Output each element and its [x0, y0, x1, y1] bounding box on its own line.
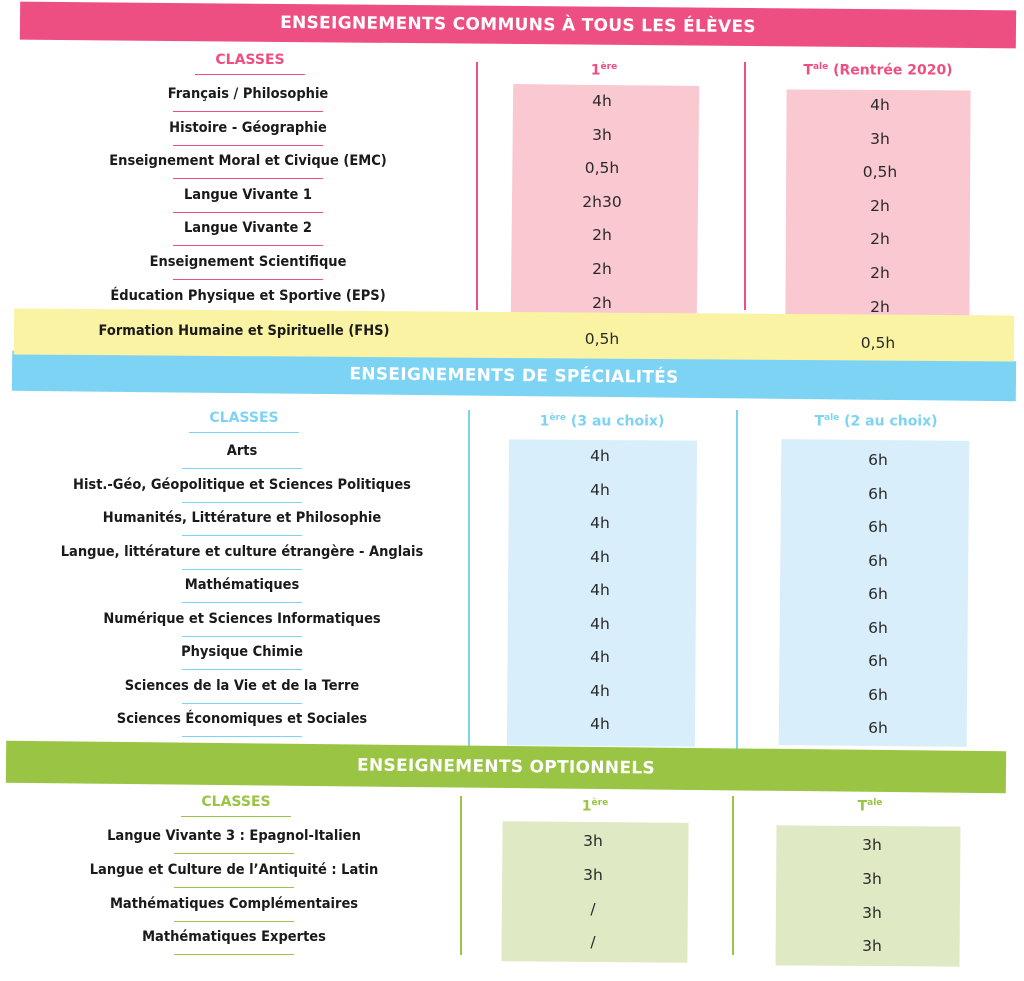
fhs-col2-value: 0,5h [860, 334, 896, 352]
communs-row-col2-value: 3h [870, 129, 890, 148]
specialites-row-col1-value: 4h [590, 614, 610, 633]
communs-row-col2-value: 4h [870, 96, 890, 114]
communs-row-col2-value: 2h [870, 264, 890, 282]
optionnels-col1-header-sup: ère [591, 798, 609, 808]
specialites-col2-header-suffix: (2 au choix) [839, 413, 938, 430]
specialites-row-label: Humanités, Littérature et Philosophie [102, 510, 382, 526]
optionnels-row-label: Mathématiques Complémentaires [109, 895, 359, 912]
optionnels-row-col2-value: 3h [862, 869, 882, 888]
communs-separator-2 [744, 62, 746, 310]
optionnels-separator-2 [732, 796, 734, 955]
fhs-col1-value: 0,5h [584, 330, 620, 348]
communs-classes-header: CLASSES [215, 52, 285, 68]
specialites-row-underline [182, 569, 302, 570]
specialites-row-col1-value: 4h [590, 681, 610, 700]
optionnels-row-col2-value: 3h [862, 903, 882, 922]
optionnels-col1-header [582, 798, 608, 815]
communs-banner: ENSEIGNEMENTS COMMUNS À TOUS LES ÉLÈVES [20, 2, 1016, 49]
specialites-row-underline [182, 669, 302, 670]
specialites-row-col2-value: 6h [868, 585, 888, 603]
communs-row-underline [173, 245, 323, 246]
specialites-row-label: Mathématiques [184, 577, 300, 593]
specialites-row-label: Sciences Économiques et Sociales [116, 711, 368, 727]
communs-separator-1 [476, 62, 478, 310]
specialites-row-col2-value: 6h [868, 518, 888, 536]
optionnels-row-underline [174, 954, 294, 955]
specialites-row-col1-value: 4h [590, 648, 610, 666]
communs-row-underline [173, 111, 323, 112]
optionnels-classes-underline [181, 816, 291, 817]
communs-row-underline [173, 212, 323, 213]
communs-col2-header [803, 62, 952, 79]
communs-row-col2-value: 2h [870, 297, 890, 316]
optionnels-row-col2-value: 3h [862, 836, 882, 854]
specialites-row-label: Langue, littérature et culture étrangère - Anglais [60, 543, 424, 560]
optionnels-row-label: Langue et Culture de l’Antiquité : Latin [89, 861, 379, 878]
communs-col1-header-main: 1 [590, 62, 601, 79]
optionnels-row-underline [174, 853, 294, 854]
specialites-col1-header [540, 413, 665, 430]
communs-row-col1-value: 2h [592, 293, 612, 312]
optionnels-row-col1-value: / [590, 933, 596, 952]
specialites-row-col1-value: 4h [590, 447, 610, 465]
communs-row-col1-value: 3h [592, 125, 612, 144]
communs-row-label: Enseignement Moral et Civique (EMC) [109, 153, 387, 170]
communs-row-label: Histoire - Géographie [169, 119, 327, 136]
communs-col1-header-sup: ère [600, 62, 618, 72]
specialites-row-underline [182, 502, 302, 503]
optionnels-row-underline [174, 921, 294, 922]
specialites-row-col2-value: 6h [868, 484, 888, 503]
specialites-row-underline [182, 602, 302, 603]
optionnels-row-col1-value: 3h [583, 865, 603, 884]
specialites-classes-underline [189, 432, 299, 433]
specialites-separator-2 [736, 410, 738, 755]
communs-row-underline [173, 279, 323, 280]
communs-row-label: Éducation Physique et Sportive (EPS) [110, 287, 386, 304]
communs-row-label: Langue Vivante 1 [183, 186, 313, 203]
optionnels-row-col1-value: 3h [583, 832, 603, 850]
specialites-row-col1-value: 4h [590, 514, 610, 532]
optionnels-col2-header-main: T [857, 798, 868, 815]
optionnels-col2-header [858, 798, 883, 815]
specialites-col1-header-main: 1 [539, 413, 550, 430]
optionnels-col2-header-sup: ale [867, 798, 883, 808]
specialites-col2-header-sup: ale [824, 413, 840, 423]
fhs-label: Formation Humaine et Spirituelle (FHS) [98, 323, 390, 339]
specialites-row-col2-value: 6h [868, 551, 888, 570]
specialites-row-underline [182, 468, 302, 469]
communs-col2-header-main: T [803, 62, 813, 79]
specialites-row-col2-value: 6h [868, 618, 888, 637]
specialites-classes-header: CLASSES [209, 410, 279, 426]
specialites-row-col1-value: 4h [590, 581, 610, 599]
specialites-row-label: Hist.-Géo, Géopolitique et Sciences Politiques [73, 476, 411, 493]
communs-row-col1-value: 0,5h [584, 159, 620, 178]
specialites-row-col2-value: 6h [868, 652, 888, 670]
communs-col2-header-suffix: (Rentrée 2020) [828, 62, 953, 79]
communs-row-col2-value: 2h [870, 230, 890, 249]
specialites-row-label: Physique Chimie [181, 644, 303, 660]
communs-row-underline [173, 145, 323, 146]
specialites-row-label: Sciences de la Vie et de la Terre [124, 677, 360, 694]
specialites-separator-1 [468, 410, 470, 755]
communs-col2-header-sup: ale [812, 62, 829, 72]
optionnels-banner: ENSEIGNEMENTS OPTIONNELS [6, 741, 1006, 793]
specialites-row-col2-value: 6h [868, 719, 888, 737]
optionnels-row-label: Langue Vivante 3 : Epagnol-Italien [107, 828, 361, 844]
specialites-row-underline [182, 703, 302, 704]
communs-row-col1-value: 2h [592, 260, 612, 278]
specialites-col2-header [814, 413, 937, 430]
specialites-row-col2-value: 6h [868, 451, 888, 469]
communs-row-col2-value: 2h [870, 196, 890, 215]
optionnels-separator-1 [460, 796, 462, 955]
optionnels-col1-header-main: 1 [581, 798, 592, 815]
communs-row-label: Langue Vivante 2 [183, 220, 313, 237]
specialites-row-label: Arts [226, 443, 258, 459]
communs-classes-underline [195, 74, 305, 75]
specialites-row-col1-value: 4h [590, 480, 610, 499]
specialites-col1-header-suffix: (3 au choix) [566, 413, 665, 430]
specialites-row-col1-value: 4h [590, 715, 610, 733]
optionnels-row-underline [174, 887, 294, 888]
specialites-row-underline [182, 535, 302, 536]
communs-row-label: Français / Philosophie [167, 86, 329, 102]
communs-row-col2-value: 0,5h [862, 163, 898, 182]
specialites-col2-header-main: T [814, 413, 824, 430]
communs-col1-header [591, 62, 617, 79]
optionnels-row-col1-value: / [590, 899, 596, 918]
specialites-row-underline [182, 736, 302, 737]
specialites-row-underline [182, 636, 302, 637]
specialites-row-label: Numérique et Sciences Informatiques [103, 610, 381, 627]
optionnels-classes-header: CLASSES [201, 794, 271, 810]
specialites-col1-header-sup: ère [549, 413, 567, 423]
communs-row-col1-value: 4h [592, 92, 612, 110]
communs-row-label: Enseignement Scientifique [149, 254, 347, 270]
optionnels-row-label: Mathématiques Expertes [142, 929, 326, 946]
optionnels-row-col2-value: 3h [862, 937, 882, 956]
communs-row-col1-value: 2h [592, 226, 612, 245]
communs-row-col1-value: 2h30 [582, 192, 622, 211]
specialites-row-col1-value: 4h [590, 547, 610, 566]
specialites-row-col2-value: 6h [868, 685, 888, 704]
specialites-banner: ENSEIGNEMENTS DE SPÉCIALITÉS [12, 351, 1016, 402]
communs-row-underline [173, 178, 323, 179]
